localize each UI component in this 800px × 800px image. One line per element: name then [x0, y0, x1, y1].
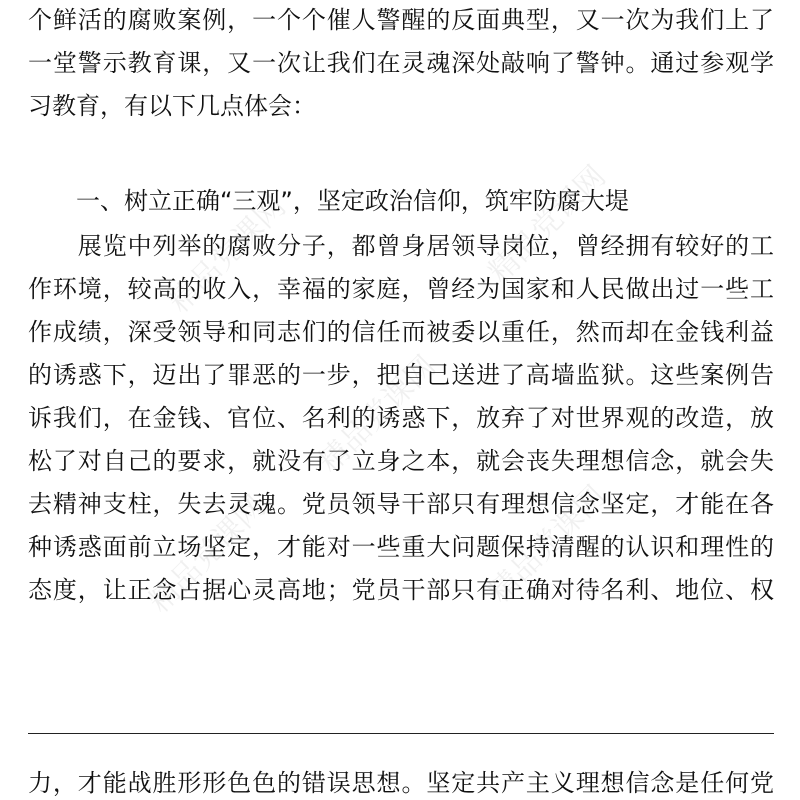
text-line: 展览中列举的腐败分子，都曾身居领导岗位，曾经拥有较好的工	[28, 232, 774, 260]
text-line: 诉我们，在金钱、官位、名利的诱惑下，放弃了对世界观的改造，放	[28, 404, 774, 432]
text-line: 习教育，有以下几点体会：	[28, 92, 316, 120]
text-line: 个鲜活的腐败案例，一个个催人警醒的反面典型，又一次为我们上了	[28, 6, 774, 34]
text-line: 作环境，较高的收入，幸福的家庭，曾经为国家和人民做出过一些工	[28, 275, 774, 303]
text-line: 种诱惑面前立场坚定，才能对一些重大问题保持清醒的认识和理性的	[28, 533, 774, 561]
watermark-text: 精品党课网	[162, 189, 293, 320]
next-page-text-line: 力，才能战胜形形色色的错误思想。坚定共产主义理想信念是任何党	[28, 769, 774, 797]
text-line: 的诱惑下，迈出了罪恶的一步，把自己送进了高墙监狱。这些案例告	[28, 361, 774, 389]
text-line: 态度，让正念占据心灵高地；党员干部只有正确对待名利、地位、权	[28, 576, 774, 604]
watermark-text: 精品党课网	[482, 159, 613, 290]
text-line: 松了对自己的要求，就没有了立身之本，就会丧失理想信念，就会失	[28, 447, 774, 475]
watermark-text: 精品党课网	[482, 479, 613, 610]
text-line: 去精神支柱，失去灵魂。党员领导干部只有理想信念坚定，才能在各	[28, 490, 774, 518]
watermark-text: 精品党课网	[312, 349, 443, 480]
page-break-divider	[28, 733, 774, 734]
watermark-text: 精品党课网	[142, 489, 273, 620]
text-line: 一堂警示教育课，又一次让我们在灵魂深处敲响了警钟。通过参观学	[28, 49, 774, 77]
section-heading: 一、树立正确“三观”，坚定政治信仰，筑牢防腐大堤	[76, 187, 629, 215]
text-line: 作成绩，深受领导和同志们的信任而被委以重任，然而却在金钱利益	[28, 318, 774, 346]
